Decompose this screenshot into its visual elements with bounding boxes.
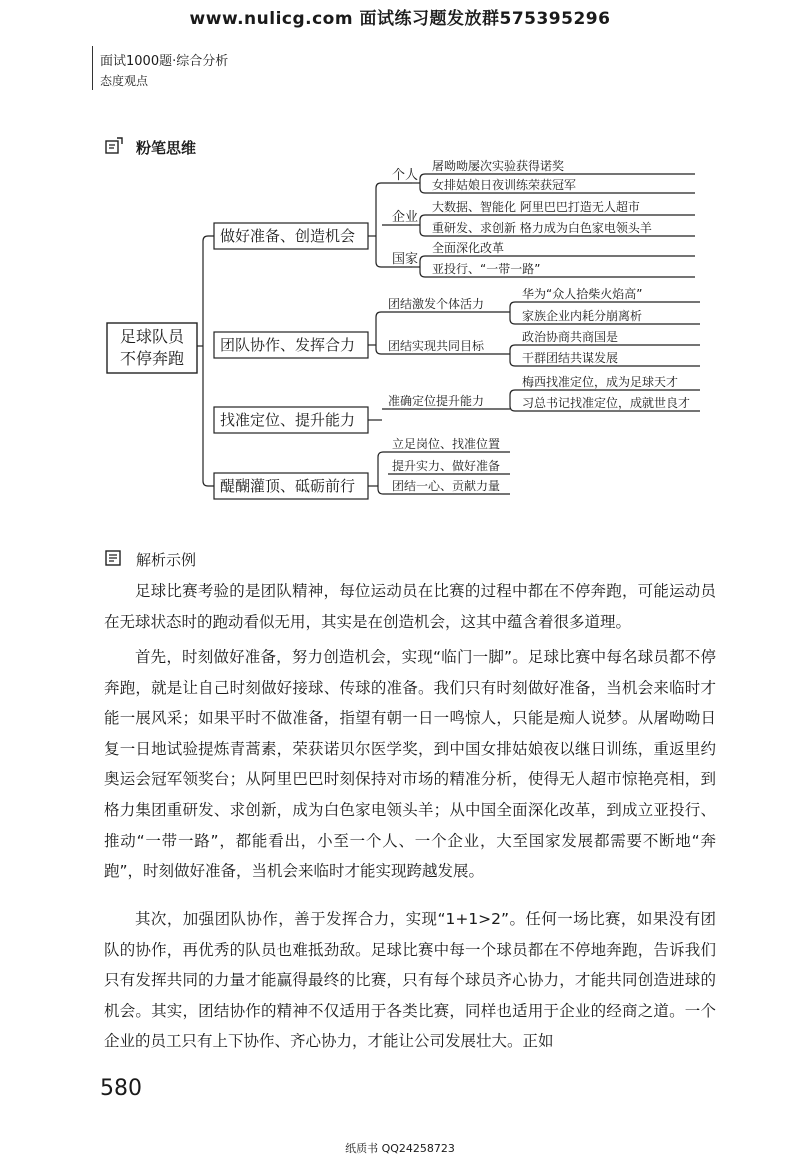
analysis-icon bbox=[104, 548, 124, 568]
group-bracket bbox=[376, 312, 382, 354]
branch-label: 团队协作、发挥合力 bbox=[220, 336, 356, 354]
group-label: 国家 bbox=[392, 252, 419, 267]
leaf-label: 华为“众人拾柴火焰高” bbox=[522, 287, 643, 301]
leaf-bracket bbox=[510, 345, 518, 366]
leaf-label: 亚投行、“一带一路” bbox=[432, 262, 541, 276]
mind-map bbox=[0, 0, 800, 540]
leaf-bracket bbox=[420, 215, 428, 236]
leaf-label: 梅西找准定位，成为足球天才 bbox=[522, 375, 679, 389]
leaf-label: 屠呦呦屡次实验获得诺奖 bbox=[432, 159, 565, 173]
leaf-label: 大数据、智能化 阿里巴巴打造无人超市 bbox=[432, 200, 640, 214]
page-number: 580 bbox=[100, 1076, 142, 1101]
root-label: 足球队员 bbox=[119, 327, 185, 346]
group-label: 团结激发个体活力 bbox=[388, 297, 485, 311]
leaf-label: 重研发、求创新 格力成为白色家电领头羊 bbox=[432, 221, 652, 235]
leaf-label: 家族企业内耗分崩离析 bbox=[522, 309, 643, 323]
leaf-bracket bbox=[510, 302, 518, 324]
group-label: 个人 bbox=[392, 168, 419, 183]
branch-label: 做好准备、创造机会 bbox=[220, 227, 356, 245]
leaf-label: 提升实力、做好准备 bbox=[392, 459, 501, 473]
leaf-label: 干群团结共谋发展 bbox=[522, 351, 619, 365]
branch-label: 醍醐灌顶、砥砺前行 bbox=[220, 477, 356, 495]
watermark: www.nulicg.com 面试练习题发放群575395296 bbox=[189, 9, 611, 29]
leaf-label: 全面深化改革 bbox=[432, 241, 505, 255]
leaf-bracket bbox=[378, 452, 388, 494]
branch-label: 找准定位、提升能力 bbox=[220, 411, 356, 429]
leaf-bracket bbox=[420, 174, 428, 193]
group-label: 准确定位提升能力 bbox=[388, 394, 485, 408]
group-bracket bbox=[376, 183, 382, 267]
paragraph: 首先，时刻做好准备，努力创造机会，实现“临门一脚”。足球比赛中每名球员都不停奔跑，就是让自己时刻做好接球、传球的准备。我们只有时刻做好准备，当机会来临时才能一展风采；如果平时不做准备，指望有朝一日一鸣惊人，只能是痴人说梦。从屠呦呦日复一日地试验提炼青蒿素，荣获诺贝尔医学奖，到中国女排姑娘夜以继日训练，重返里约奥运会冠军领奖台；从阿里巴巴时刻保持对市场的精准分析，使得无人超市惊艳亮相，到格力集团重研发、求创新，成为白色家电领头羊；从中国全面深化改革，到成立亚投行、推动“一带一路”，都能看出，小至一个人、一个企业，大至国家发展都需要不断地“奔跑”，时刻做好准备，当机会来临时才能实现跨越发展。 bbox=[104, 648, 716, 881]
chapter-title: 态度观点 bbox=[100, 74, 149, 88]
leaf-bracket bbox=[420, 256, 428, 277]
leaf-label: 习总书记找准定位，成就世良才 bbox=[522, 396, 691, 410]
section-heading-analysis bbox=[104, 548, 124, 572]
leaf-bracket bbox=[510, 390, 518, 411]
root-label: 不停奔跑 bbox=[119, 349, 185, 368]
leaf-label: 立足岗位、找准位置 bbox=[392, 437, 501, 451]
section-title-mindmap: 粉笔思维 bbox=[136, 139, 197, 157]
leaf-label: 团结一心、贡献力量 bbox=[392, 479, 501, 493]
footer-text: 纸质书 QQ24258723 bbox=[345, 1142, 455, 1155]
leaf-label: 女排姑娘日夜训练荣获冠军 bbox=[432, 178, 577, 192]
root-bracket bbox=[203, 236, 214, 486]
section-title-analysis: 解析示例 bbox=[136, 551, 197, 569]
leaf-label: 政治协商共商国是 bbox=[522, 330, 619, 344]
group-label: 企业 bbox=[392, 210, 419, 225]
paragraph: 足球比赛考验的是团队精神，每位运动员在比赛的过程中都在不停奔跑，可能运动员在无球状态时的跑动看似无用，其实是在创造机会，这其中蕴含着很多道理。 bbox=[104, 582, 716, 631]
book-title: 面试1000题·综合分析 bbox=[100, 54, 229, 69]
paragraph: 其次，加强团队协作，善于发挥合力，实现“1+1>2”。任何一场比赛，如果没有团队的协作，再优秀的队员也难抵劲敌。足球比赛中每一个球员都在不停地奔跑，告诉我们只有发挥共同的力量才能赢得最终的比赛，只有每个球员齐心协力，才能共同创造进球的机会。其实，团结协作的精神不仅适用于各类比赛，同样也适用于企业的经商之道。一个企业的员工只有上下协作、齐心协力，才能让公司发展壮大。正如 bbox=[104, 910, 716, 1051]
group-label: 团结实现共同目标 bbox=[388, 339, 485, 353]
